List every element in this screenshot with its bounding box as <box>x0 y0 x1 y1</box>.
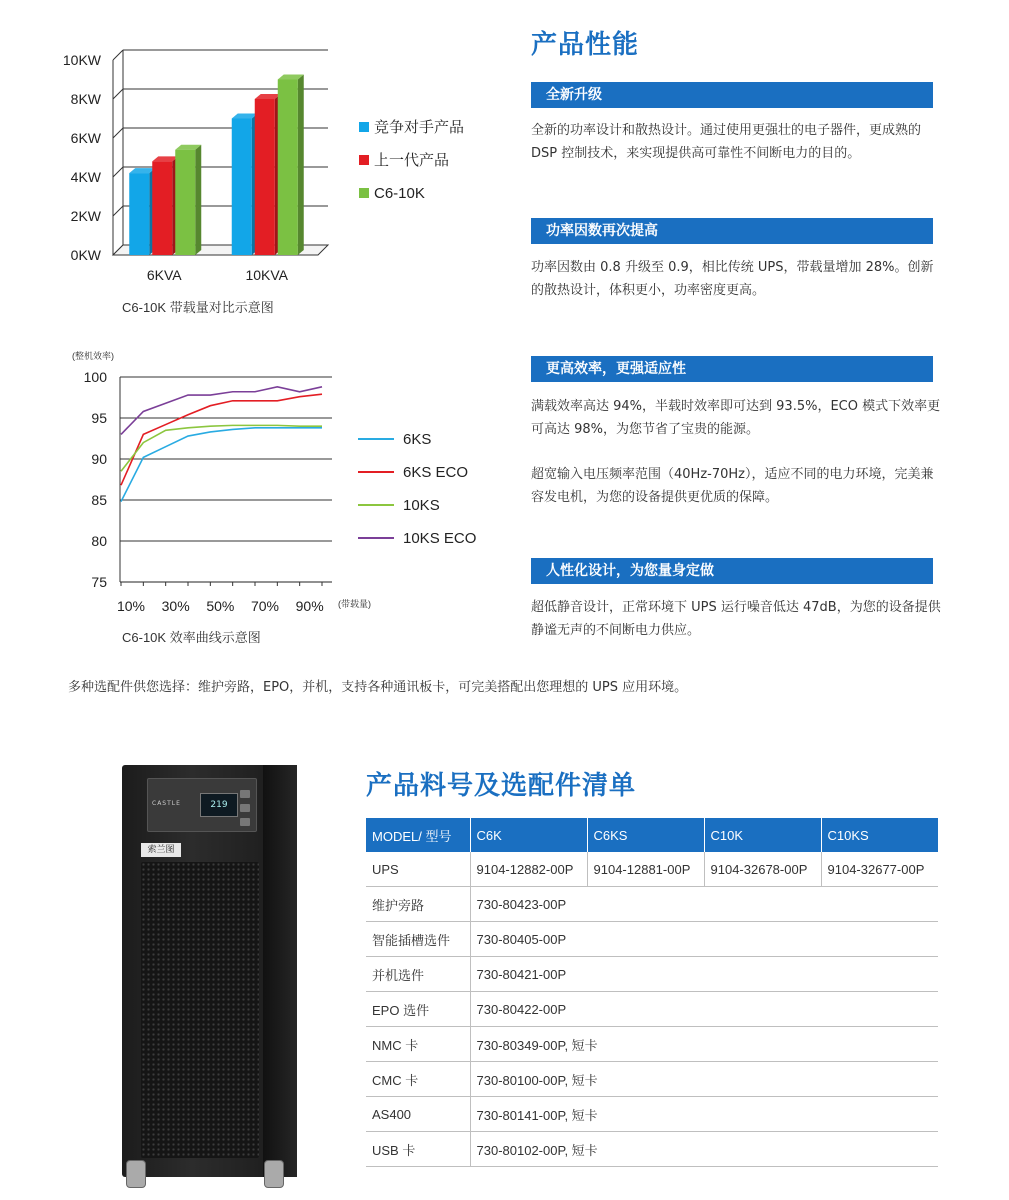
series-line <box>121 425 322 471</box>
gridline-depth <box>113 128 123 138</box>
x-tick-label: 90% <box>295 598 324 614</box>
options-note: 多种选配件供您选择：维护旁路，EPO，并机，支持各种通讯板卡，可完美搭配出您理想的 UPS 应用环境。 <box>68 680 688 695</box>
ups-wheel <box>126 1160 146 1188</box>
y-tick-label: 10KW <box>62 52 101 68</box>
bar <box>232 119 252 256</box>
legend-label: 竞争对手产品 <box>374 119 465 136</box>
ups-button <box>240 818 250 826</box>
performance-title: 产品性能 <box>531 30 640 60</box>
accessory-part-number: 730-80349-00P, 短卡 <box>470 1027 938 1062</box>
gridline-depth <box>113 167 123 177</box>
legend-label: 10KS <box>403 497 440 514</box>
ups-button <box>240 804 250 812</box>
section-text-efficiency: 满载效率高达 94%，半载时效率即可达到 93.5%，ECO 模式下效率更可高达 98%，为您节省了宝贵的能源。 <box>531 399 941 437</box>
parts-list-title: 产品料号及选配件清单 <box>366 771 637 801</box>
bar-side <box>298 75 304 256</box>
efficiency-line-chart <box>0 340 500 660</box>
header-c6ks: C6KS <box>587 818 704 852</box>
accessory-name: 并机选件 <box>366 957 470 992</box>
ups-button <box>240 790 250 798</box>
accessory-name: USB 卡 <box>366 1132 470 1167</box>
section-text-humanized: 超低静音设计，正常环境下 UPS 运行噪音低达 47dB，为您的设备提供静谧无声的不间断电力供应。 <box>531 600 941 638</box>
row-label: UPS <box>366 852 470 887</box>
gridline-depth <box>113 89 123 99</box>
x-axis-label: (带载量) <box>338 599 371 609</box>
table-row <box>366 1027 938 1062</box>
y-axis-label: (整机效率) <box>72 351 114 361</box>
bar <box>129 173 149 255</box>
accessory-name: EPO 选件 <box>366 992 470 1027</box>
legend-label: C6-10K <box>374 185 425 202</box>
ups-lcd-screen: 219 <box>200 793 238 817</box>
header-c10ks: C10KS <box>821 818 938 852</box>
part-number: 9104-12881-00P <box>587 852 704 887</box>
bar <box>278 80 298 256</box>
section-text-input-range: 超宽输入电压频率范围（40Hz-70Hz），适应不同的电力环境，完美兼容发电机，为您的设备提供更优质的保障。 <box>531 467 934 505</box>
legend-label: 上一代产品 <box>374 152 450 169</box>
part-number: 9104-12882-00P <box>470 852 587 887</box>
y-tick-label: 80 <box>91 533 107 549</box>
legend-swatch <box>359 155 369 165</box>
x-tick-label: 10% <box>116 598 146 614</box>
accessory-part-number: 730-80102-00P, 短卡 <box>470 1132 938 1167</box>
accessory-part-number: 730-80422-00P <box>470 992 938 1027</box>
ups-label-sticker: 索兰图 <box>141 843 181 857</box>
legend-swatch <box>359 122 369 132</box>
accessory-part-number: 730-80421-00P <box>470 957 938 992</box>
table-row <box>366 957 938 992</box>
section-text-upgrade: 全新的功率设计和散热设计。通过使用更强壮的电子器件，更成熟的 DSP 控制技术，来实现提供高可靠性不间断电力的目的。 <box>531 123 922 161</box>
section-heading-upgrade: 全新升级 <box>531 82 933 108</box>
part-number: 9104-32677-00P <box>821 852 938 887</box>
bar <box>152 161 172 255</box>
ups-cabinet-side <box>263 765 297 1177</box>
load-comparison-bar-chart <box>0 30 500 330</box>
x-tick-label: 70% <box>250 598 280 614</box>
legend-label: 6KS <box>403 431 432 448</box>
y-tick-label: 100 <box>83 369 107 385</box>
y-tick-label: 2KW <box>70 208 101 224</box>
table-row <box>366 1097 938 1132</box>
bar <box>255 99 275 255</box>
chart-caption: C6-10K 带载量对比示意图 <box>122 300 274 315</box>
y-tick-label: 6KW <box>70 130 101 146</box>
accessory-name: AS400 <box>366 1097 470 1132</box>
accessory-part-number: 730-80405-00P <box>470 922 938 957</box>
header-c10k: C10K <box>704 818 821 852</box>
table-row <box>366 1062 938 1097</box>
gridline-depth <box>113 50 123 60</box>
y-tick-label: 90 <box>91 451 107 467</box>
x-tick-label: 50% <box>206 598 235 614</box>
gridline-depth <box>113 206 123 216</box>
y-tick-label: 95 <box>91 410 107 426</box>
accessory-name: 维护旁路 <box>366 887 470 922</box>
x-tick-label: 10KVA <box>245 267 289 283</box>
ups-brand-logo: CASTLE <box>152 800 181 807</box>
part-number: 9104-32678-00P <box>704 852 821 887</box>
x-tick-label: 30% <box>161 598 190 614</box>
header-c6k: C6K <box>470 818 587 852</box>
chart-caption: C6-10K 效率曲线示意图 <box>122 630 261 645</box>
table-row <box>366 852 938 887</box>
accessory-name: 智能插槽选件 <box>366 922 470 957</box>
accessory-part-number: 730-80141-00P, 短卡 <box>470 1097 938 1132</box>
bar-side <box>195 145 201 255</box>
header-model: MODEL/ 型号 <box>366 818 470 852</box>
parts-table <box>366 818 938 1167</box>
y-tick-label: 8KW <box>70 91 101 107</box>
accessory-name: NMC 卡 <box>366 1027 470 1062</box>
table-row <box>366 887 938 922</box>
legend-label: 6KS ECO <box>403 464 469 481</box>
section-heading-efficiency: 更高效率，更强适应性 <box>531 356 933 382</box>
y-tick-label: 4KW <box>70 169 101 185</box>
x-tick-label: 6KVA <box>146 267 182 283</box>
table-row <box>366 922 938 957</box>
bar <box>175 150 195 255</box>
section-text-power-factor: 功率因数由 0.8 升级至 0.9，相比传统 UPS，带载量增加 28%。创新的散热设计，体积更小，功率密度更高。 <box>531 260 934 298</box>
y-tick-label: 0KW <box>70 247 101 263</box>
ups-wheel <box>264 1160 284 1188</box>
table-header-row <box>366 818 938 852</box>
accessory-part-number: 730-80423-00P <box>470 887 938 922</box>
table-row <box>366 1132 938 1167</box>
legend-swatch <box>359 188 369 198</box>
ups-front-mesh <box>141 862 259 1158</box>
accessory-name: CMC 卡 <box>366 1062 470 1097</box>
y-tick-label: 85 <box>91 492 107 508</box>
table-row <box>366 992 938 1027</box>
accessory-part-number: 730-80100-00P, 短卡 <box>470 1062 938 1097</box>
legend-label: 10KS ECO <box>403 530 477 547</box>
section-heading-power-factor: 功率因数再次提高 <box>531 218 933 244</box>
y-tick-label: 75 <box>91 574 107 590</box>
section-heading-humanized: 人性化设计，为您量身定做 <box>531 558 933 584</box>
